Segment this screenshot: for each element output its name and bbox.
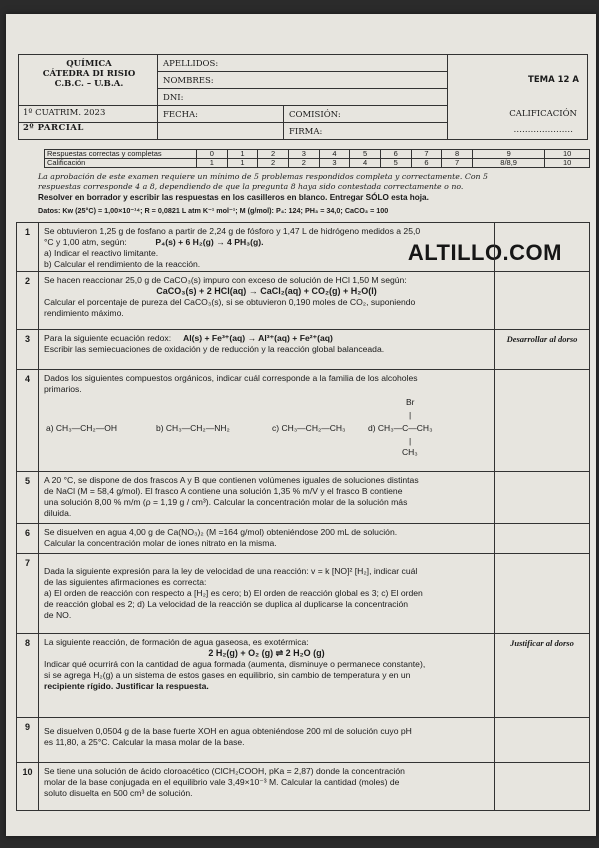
dni-field: DNI: [163, 93, 184, 103]
question-7: 7 Dada la siguiente expresión para la ley de velocidad de una reacción: v = k [NO]² [H₂], indicar cuál de las siguientes afirmaciones es correcta: a) El orden de reacción con respecto a [H₂] es cero; b) El orden de reacción global es 3; c) El orden de reacción global es 2; d) La velocidad de la reacción se duplica al duplicarse la concentración de NO. [17, 554, 589, 634]
question-9: 9 Se disuelven 0,0504 g de la base fuerte XOH en agua obteniéndose 200 ml de solución cuyo pH es 11,80, a 25°C. Calcular la masa molar de la base. [17, 718, 589, 763]
nombres-field: NOMBRES: [163, 76, 214, 86]
bond-up: | [409, 410, 412, 420]
develop-on-back-note: Desarrollar al dorso [506, 334, 578, 344]
compound-d-br: Br [406, 397, 415, 407]
question-10: 10 Se tiene una solución de ácido cloroacético (ClCH₂COOH, pKa = 2,87) donde la concentración molar de la base conjugada en el equilibrio vale 3,49×10⁻³ M. Calcular la cantidad (moles) de soluto disuelta en 500 cm³ de solución. [17, 763, 589, 811]
exam-title: 2º PARCIAL [23, 123, 84, 133]
question-8: 8 La siguiente reacción, de formación de agua gaseosa, es exotérmica: 2 H₂(g) + O₂ (g) ⇌ 2 H₂O (g) Indicar qué ocurrirá con la cantidad de agua formada (aumenta, disminuye o permanece constante), si se agrega H₂(g) a un sistema de estos gases en equilibrio, sin cambio de temperatura y en un recipiente rígido. Justificar la respuesta. Justificar al dorso [17, 634, 589, 718]
grade-row: Calificación 1 1 2 2 3 4 5 6 7 8/8,9 10 [45, 159, 590, 168]
compound-a: a) CH₃—CH₂—OH [46, 423, 117, 433]
correct-answers-row: Respuestas correctas y completas 0 1 2 3 4 5 6 7 8 9 10 [45, 150, 590, 159]
question-1: 1 Se obtuvieron 1,25 g de fosfano a partir de 2,24 g de fósforo y 1,47 L de hidrógeno medidos a 25,0 °C y 1,00 atm, según: P₄(s) + 6 H₂(g) → 4 PH₃(g). a) Indicar el reactivo limitante. b) Calcular el rendimiento de la reacción. [17, 223, 589, 272]
compound-d: d) CH₃—C—CH₃ [368, 423, 433, 433]
exam-header [18, 54, 588, 140]
school-name: QUÍMICA CÁTEDRA DI RISIO C.B.C. – U.B.A. [42, 59, 136, 89]
apellidos-field: APELLIDOS: [163, 59, 219, 69]
tema-label: TEMA 12 A [528, 75, 579, 85]
quatrimester: 1º CUATRIM. 2023 [23, 108, 106, 118]
firma-field: FIRMA: [289, 127, 323, 137]
justify-on-back-note: Justificar al dorso [510, 638, 574, 648]
comision-field: COMISIÓN: [289, 110, 341, 120]
compound-b: b) CH₃—CH₂—NH₂ [156, 423, 230, 433]
question-2: 2 Se hacen reaccionar 25,0 g de CaCO₃(s) impuro con exceso de solución de HCl 1,50 M según: CaCO₃(s) + 2 HCl(aq) → CaCl₂(aq) + CO₂(g) + H₂O(l) Calcular el porcentaje de pureza del CaCO₃(s), si se obtuvieron 0,190 moles de CO₂, suponiendo rendimiento máximo. [17, 272, 589, 330]
approval-note-1: La aprobación de este examen requiere un mínimo de 5 problemas respondidos completa y correctamente. Con 5 [38, 172, 489, 181]
compound-options [44, 395, 489, 457]
question-5: 5 A 20 °C, se dispone de dos frascos A y B que contienen volúmenes iguales de soluciones distintas de NaCl (M = 58,4 g/mol). El frasco A contiene una solución 1,35 % m/V y el frasco B contiene una solución 8,00 % m/m (ρ = 1,19 g / cm³). Calcular la concentración molar de la solución más diluida. [17, 472, 589, 524]
data-constants: Datos: Kw (25°C) = 1,00×10⁻¹⁴; R = 0,0821 L atm K⁻¹ mol⁻¹; M (g/mol): P₄: 124; PH₃ = 34,0; CaCO₃ = 100 [38, 206, 389, 215]
questions-table [16, 222, 590, 811]
calificacion-blank: ………………… [513, 125, 573, 135]
question-number: 1 [17, 223, 39, 271]
compound-d-ch3: CH₃ [402, 447, 418, 457]
question-3: 3 Para la siguiente ecuación redox: Al(s) + Fe³⁺(aq) → Al³⁺(aq) + Fe²⁺(aq) Escribir las semiecuaciones de oxidación y de reducción y la reacción global balanceada. Desarrollar al dorso [17, 330, 589, 370]
grading-table [44, 149, 590, 168]
fecha-field: FECHA: [163, 110, 199, 120]
exam-sheet [6, 14, 596, 836]
calificacion-label: CALIFICACIÓN [509, 109, 577, 119]
instructions: Resolver en borrador y escribir las respuestas en los casilleros en blanco. Entregar SÓLO esta hoja. [38, 193, 429, 202]
watermark-logo: ALTILLO.COM [407, 240, 562, 265]
approval-note-2: respuestas corresponde 4 a 8, dependiendo de que la pregunta 8 haya sido contestada correctamente o no. [38, 182, 464, 191]
question-6: 6 Se disuelven en agua 4,00 g de Ca(NO₃)₂ (M =164 g/mol) obteniéndose 200 mL de solución. Calcular la concentración molar de iones nitrato en la misma. [17, 524, 589, 554]
bond-down: | [409, 436, 412, 446]
question-4: 4 Dados los siguientes compuestos orgánicos, indicar cuál corresponde a la familia de los alcoholes primarios. a) CH₃—CH₂—OH b) CH₃—CH₂—NH₂ c) CH₃—CH₂—CH₃ d) CH₃—C—CH₃ Br | | CH₃ [17, 370, 589, 472]
compound-c: c) CH₃—CH₂—CH₃ [272, 423, 346, 433]
